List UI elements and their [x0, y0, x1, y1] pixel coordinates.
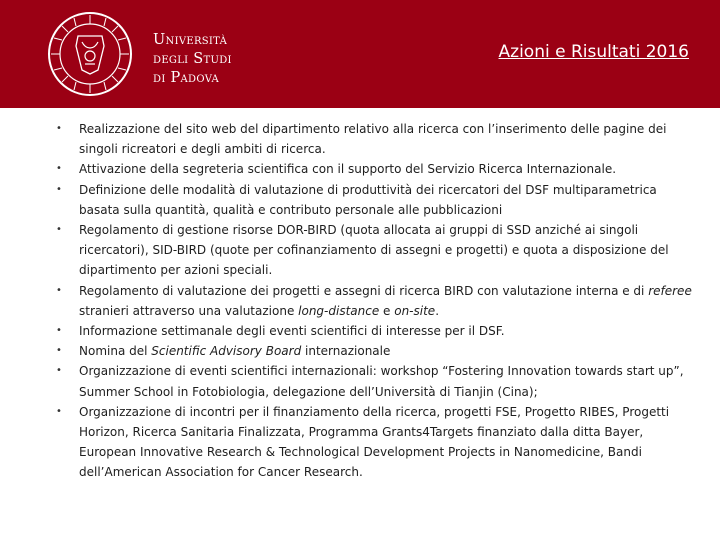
bullet-icon: •: [56, 284, 62, 296]
bullet-icon: •: [56, 123, 62, 134]
bullet-text-italic: on-site: [394, 303, 436, 318]
university-seal-icon: [46, 10, 134, 98]
bullet-text: Attivazione della segreteria scientifica con il supporto del Servizio Ricerca Internazionale.: [79, 162, 617, 177]
bullet-text: internazionale: [301, 344, 391, 359]
bullet-icon: •: [56, 345, 62, 357]
slide-title: Azioni e Risultati 2016: [498, 42, 689, 62]
bullet-text: stranieri attraverso una valutazione: [79, 303, 299, 318]
bullet-item: [56, 281, 696, 321]
bullet-icon: •: [56, 163, 62, 175]
bullet-text: Organizzazione di incontri per il finanziamento della ricerca, progetti FSE, Progetto RIBES, Progetti Horizon, Ricerca Sanitaria Finalizzata, Programma Grants4Targets finanziato dalla ditta Bayer, European Innovative Research & Technological Development Projects in Nanomedicine, Bandi dell’American Association for Cancer Research.: [79, 404, 670, 480]
bullet-item: [56, 220, 696, 281]
bullet-icon: •: [56, 325, 62, 337]
university-name-line: Università: [153, 32, 228, 48]
university-name-line: di Padova: [153, 70, 220, 86]
bullet-icon: •: [56, 405, 62, 417]
bullet-text: e: [379, 303, 395, 318]
bullet-item: [56, 361, 696, 401]
university-name-line: degli Studi: [153, 51, 232, 67]
bullet-item: [56, 180, 696, 220]
bullet-item: [56, 159, 696, 179]
bullet-text: Definizione delle modalità di valutazione di produttività dei ricercatori del DSF multiparametrica basata sulla quantità, qualità e contributo personale alle pubblicazioni: [79, 182, 657, 217]
bullet-text: .: [435, 303, 440, 318]
bullet-text: Organizzazione di eventi scientifici internazionali: workshop “Fostering Innovation towards start up”, Summer School in Fotobiologia, delegazione dell’Università di Tianjin (Cina);: [79, 364, 684, 399]
bullet-text: Regolamento di valutazione dei progetti e assegni di ricerca BIRD con valutazione interna e di: [79, 283, 649, 298]
bullet-text: Informazione settimanale degli eventi scientifici di interesse per il DSF.: [79, 324, 505, 339]
bullet-list: [56, 119, 696, 483]
bullet-item: [56, 341, 696, 361]
bullet-text: Nomina del: [79, 344, 152, 359]
bullet-text-italic: Scientific Advisory Board: [151, 344, 302, 359]
bullet-icon: •: [56, 183, 62, 195]
university-name: [153, 31, 232, 88]
bullet-text-italic: long-distance: [298, 303, 380, 318]
bullet-icon: •: [56, 224, 62, 236]
header-bar: [0, 0, 720, 108]
bullet-icon: •: [56, 365, 62, 377]
bullet-item: [56, 321, 696, 341]
bullet-item: [56, 402, 696, 483]
bullet-item: [56, 119, 696, 159]
bullet-text: Regolamento di gestione risorse DOR-BIRD (quota allocata ai gruppi di SSD anziché ai singoli ricercatori), SID-BIRD (quote per cofinanziamento di assegni e progetti) e quota a disposizione del dipartimento per azioni speciali.: [79, 223, 669, 278]
bullet-text: Realizzazione del sito web del dipartimento relativo alla ricerca con l’inserimento delle pagine dei singoli ricreatori e degli ambiti di ricerca.: [79, 122, 667, 157]
bullet-text-italic: referee: [648, 283, 692, 298]
